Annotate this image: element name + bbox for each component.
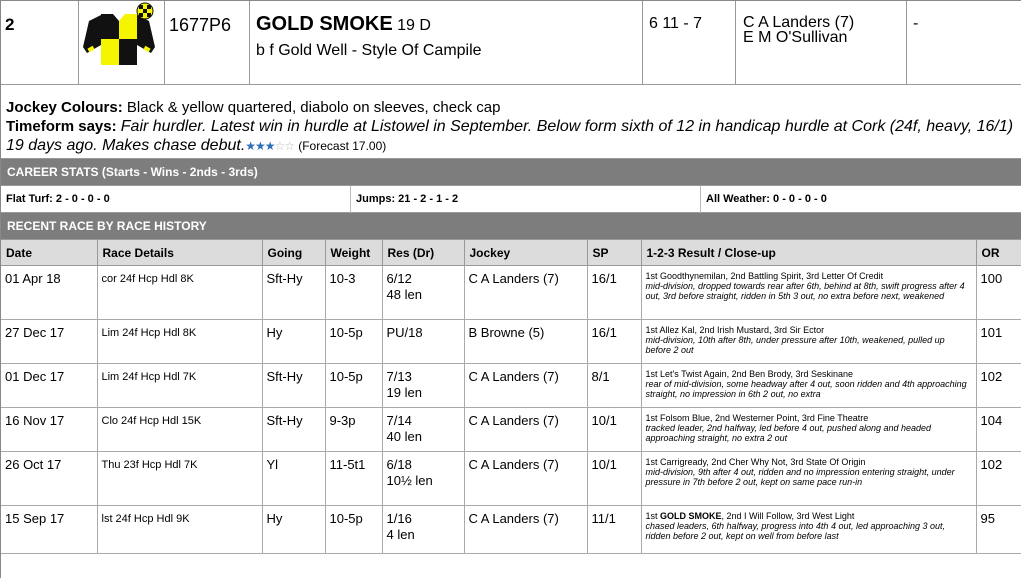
race-details: Thu 23f Hcp Hdl 7K bbox=[97, 452, 262, 506]
race-sp: 16/1 bbox=[587, 266, 641, 320]
placings-text: 1st Allez Kal, 2nd Irish Mustard, 3rd Sir Ector bbox=[645, 325, 825, 335]
beaten-distance: 19 len bbox=[386, 385, 422, 400]
col-header-date: Date bbox=[1, 240, 97, 266]
race-result bbox=[382, 320, 464, 364]
beaten-distance: 4 len bbox=[386, 527, 415, 542]
placings-text-rest: , 2nd I Will Follow, 3rd West Light bbox=[721, 511, 855, 521]
jockey-name: C A Landers (7) bbox=[743, 14, 855, 31]
col-header-jockey: Jockey bbox=[464, 240, 587, 266]
race-closeup bbox=[641, 408, 976, 452]
race-details: lst 24f Hcp Hdl 9K bbox=[97, 506, 262, 554]
race-sp: 16/1 bbox=[587, 320, 641, 364]
table-row[interactable] bbox=[1, 408, 1021, 452]
runner-header bbox=[1, 1, 1021, 85]
race-result bbox=[382, 364, 464, 408]
race-jockey: B Browne (5) bbox=[464, 320, 587, 364]
col-header-sp: SP bbox=[587, 240, 641, 266]
race-going: Hy bbox=[262, 320, 325, 364]
jockey-trainer bbox=[736, 1, 907, 85]
race-weight: 10-5p bbox=[325, 364, 382, 408]
trainer-name: E M O'Sullivan bbox=[743, 29, 848, 46]
race-history-table bbox=[1, 240, 1021, 554]
race-going: Hy bbox=[262, 506, 325, 554]
placings bbox=[646, 511, 972, 521]
finish-position: 7/14 bbox=[386, 413, 412, 428]
race-date: 16 Nov 17 bbox=[1, 408, 97, 452]
race-result bbox=[382, 506, 464, 554]
jockey-colours-line bbox=[6, 98, 1021, 117]
finish-position: 7/13 bbox=[386, 369, 412, 384]
horse-name: GOLD SMOKE bbox=[256, 13, 393, 35]
placings bbox=[646, 457, 972, 467]
placings bbox=[646, 413, 972, 423]
placings-text: 1st Folsom Blue, 2nd Westerner Point, 3rd Fine Theatre bbox=[645, 413, 869, 423]
race-going: Sft-Hy bbox=[262, 266, 325, 320]
race-date: 15 Sep 17 bbox=[1, 506, 97, 554]
timeform-text: Fair hurdler. Latest win in hurdle at Listowel in September. Below form sixth of 12 in handicap hurdle at Cork (24f, heavy, 16/1) 19 days ago. Makes chase debut. bbox=[6, 118, 1014, 154]
official-rating: 102 bbox=[976, 452, 1021, 506]
flat-stats: Flat Turf: 2 - 0 - 0 - 0 bbox=[1, 186, 351, 213]
timeform-label: Timeform says: bbox=[6, 118, 117, 135]
finish-position: 6/12 bbox=[386, 271, 412, 286]
race-comment: mid-division, 9th after 4 out, ridden and no impression entering straight, under pressure in 7th before 2 out, kept on same pace run-in bbox=[645, 467, 955, 487]
race-weight: 10-5p bbox=[325, 506, 382, 554]
race-weight: 9-3p bbox=[325, 408, 382, 452]
race-closeup bbox=[641, 452, 976, 506]
timeform-line bbox=[6, 117, 1021, 156]
col-header-going: Going bbox=[262, 240, 325, 266]
weight: 6 11 - 7 bbox=[643, 1, 736, 85]
race-sp: 11/1 bbox=[587, 506, 641, 554]
forecast: (Forecast 17.00) bbox=[298, 139, 387, 153]
race-closeup bbox=[641, 266, 976, 320]
race-date: 01 Dec 17 bbox=[1, 364, 97, 408]
career-stats bbox=[1, 186, 1021, 213]
race-result bbox=[382, 452, 464, 506]
col-header-weight: Weight bbox=[325, 240, 382, 266]
star-rating-icon: ★★★☆☆ bbox=[245, 139, 295, 153]
race-jockey: C A Landers (7) bbox=[464, 506, 587, 554]
race-details: Lim 24f Hcp Hdl 8K bbox=[97, 320, 262, 364]
race-weight: 11-5t1 bbox=[325, 452, 382, 506]
race-details: Lim 24f Hcp Hdl 7K bbox=[97, 364, 262, 408]
col-header-result: Res (Dr) bbox=[382, 240, 464, 266]
beaten-distance: 40 len bbox=[386, 429, 422, 444]
race-comment: mid-division, dropped towards rear after 6th, behind at 8th, swift progress after 4 out, 3rd before straight, ridden in 5th 3 out, no extra before next, weakened bbox=[645, 281, 965, 301]
race-closeup bbox=[641, 506, 976, 554]
race-closeup bbox=[641, 364, 976, 408]
race-comment: chased leaders, 6th halfway, progress into 4th 4 out, led approaching 3 out, ridden before 2 out, kept on well from before last bbox=[645, 521, 946, 541]
career-stats-title: CAREER STATS (Starts - Wins - 2nds - 3rds) bbox=[1, 159, 1021, 186]
beaten-distance: 10½ len bbox=[386, 473, 433, 488]
jumps-stats: Jumps: 21 - 2 - 1 - 2 bbox=[351, 186, 701, 213]
runner-info bbox=[1, 85, 1021, 159]
col-header-race-details: Race Details bbox=[97, 240, 262, 266]
table-row[interactable] bbox=[1, 266, 1021, 320]
placings-text: 1st Let's Twist Again, 2nd Ben Brody, 3rd Seskinane bbox=[645, 369, 854, 379]
race-going: Yl bbox=[262, 452, 325, 506]
placings bbox=[646, 369, 972, 379]
extra-cell: - bbox=[907, 1, 1022, 85]
placings bbox=[646, 325, 972, 335]
table-row[interactable] bbox=[1, 452, 1021, 506]
finish-position: PU/18 bbox=[386, 325, 423, 340]
official-rating: 101 bbox=[976, 320, 1021, 364]
days-since-run: 19 D bbox=[397, 17, 431, 34]
race-date: 26 Oct 17 bbox=[1, 452, 97, 506]
jockey-silks-icon bbox=[79, 1, 165, 85]
col-header-result-closeup: 1-2-3 Result / Close-up bbox=[641, 240, 976, 266]
col-header-or: OR bbox=[976, 240, 1021, 266]
race-closeup bbox=[641, 320, 976, 364]
table-row[interactable] bbox=[1, 506, 1021, 554]
race-result bbox=[382, 408, 464, 452]
aw-stats: All Weather: 0 - 0 - 0 - 0 bbox=[701, 186, 1022, 213]
placings-highlight: GOLD SMOKE bbox=[660, 511, 722, 521]
race-comment: mid-division, 10th after 8th, under pressure after 10th, weakened, pulled up before 2 out bbox=[645, 335, 945, 355]
race-weight: 10-3 bbox=[325, 266, 382, 320]
history-title: RECENT RACE BY RACE HISTORY bbox=[1, 213, 1021, 240]
race-jockey: C A Landers (7) bbox=[464, 364, 587, 408]
placings bbox=[646, 271, 972, 281]
form-figures: 1677P6 bbox=[165, 1, 250, 85]
race-going: Sft-Hy bbox=[262, 364, 325, 408]
placings-text: 1st Goodthynemilan, 2nd Battling Spirit, 3rd Letter Of Credit bbox=[645, 271, 884, 281]
race-sp: 10/1 bbox=[587, 452, 641, 506]
finish-position: 1/16 bbox=[386, 511, 412, 526]
official-rating: 102 bbox=[976, 364, 1021, 408]
official-rating: 95 bbox=[976, 506, 1021, 554]
race-jockey: C A Landers (7) bbox=[464, 266, 587, 320]
race-comment: tracked leader, 2nd halfway, led before 4 out, pushed along and headed approaching straight, no extra 2 out bbox=[645, 423, 932, 443]
beaten-distance: 48 len bbox=[386, 287, 422, 302]
race-details: cor 24f Hcp Hdl 8K bbox=[97, 266, 262, 320]
race-result bbox=[382, 266, 464, 320]
breeding: b f Gold Well - Style Of Campile bbox=[256, 42, 482, 59]
race-going: Sft-Hy bbox=[262, 408, 325, 452]
race-jockey: C A Landers (7) bbox=[464, 452, 587, 506]
official-rating: 104 bbox=[976, 408, 1021, 452]
race-weight: 10-5p bbox=[325, 320, 382, 364]
placings-text: 1st Carrigready, 2nd Cher Why Not, 3rd State Of Origin bbox=[645, 457, 866, 467]
race-details: Clo 24f Hcp Hdl 15K bbox=[97, 408, 262, 452]
race-sp: 10/1 bbox=[587, 408, 641, 452]
jockey-colours-text: Black & yellow quartered, diabolo on sleeves, check cap bbox=[126, 99, 501, 116]
history-header-row bbox=[1, 240, 1021, 266]
race-sp: 8/1 bbox=[587, 364, 641, 408]
table-row[interactable] bbox=[1, 320, 1021, 364]
table-row[interactable] bbox=[1, 364, 1021, 408]
race-comment: rear of mid-division, some headway after 4 out, soon ridden and 4th approaching straight, no impression in 6th 2 out, no extra bbox=[645, 379, 967, 399]
placings-text: 1st bbox=[645, 511, 661, 521]
official-rating: 100 bbox=[976, 266, 1021, 320]
race-date: 01 Apr 18 bbox=[1, 266, 97, 320]
horse-name-cell bbox=[250, 1, 643, 85]
race-jockey: C A Landers (7) bbox=[464, 408, 587, 452]
finish-position: 6/18 bbox=[386, 457, 412, 472]
race-date: 27 Dec 17 bbox=[1, 320, 97, 364]
runner-number: 2 bbox=[1, 1, 79, 85]
jockey-colours-label: Jockey Colours: bbox=[6, 99, 123, 116]
